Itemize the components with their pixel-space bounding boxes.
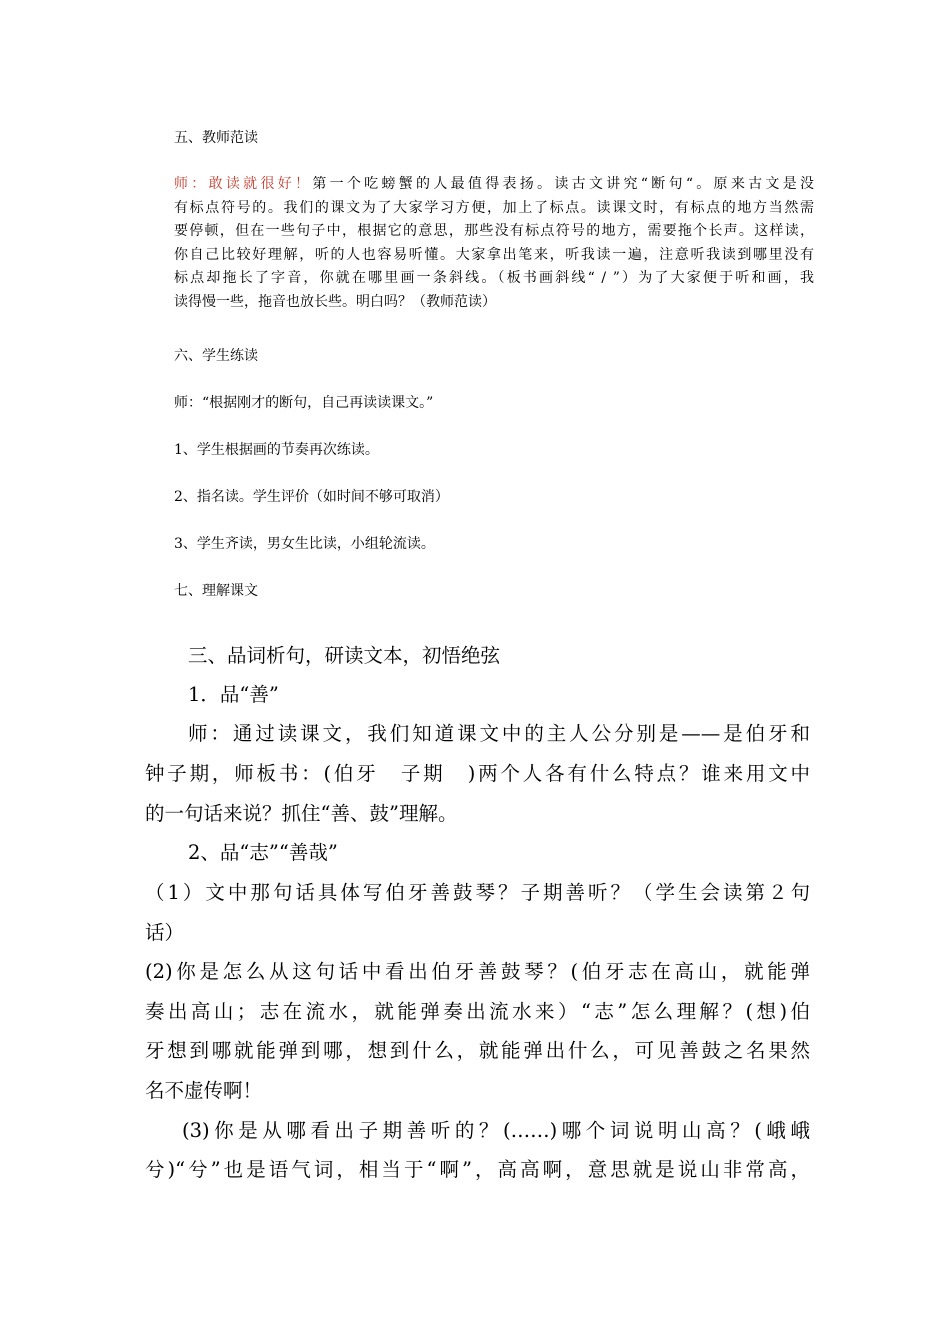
question-3-line: 兮)“兮”也是语气词，相当于“啊”，高高啊，意思就是说山非常高， [145,1158,810,1181]
teacher-praise-highlight: 师：敢读就很好！ [174,176,313,192]
question-2-line: 名不虚传啊！ [145,1079,263,1102]
paragraph-line: 的一句话来说？抓住“善、鼓”理解。 [145,802,458,825]
question-2-line: 奏出高山；志在流水，就能弹奏出流水来）“志”怎么理解？(想)伯 [145,1000,810,1023]
list-item: 3、学生齐读，男女生比读，小组轮流读。 [174,536,435,552]
subheading-2: 2、品“志”“善哉” [188,841,338,864]
list-item: 2、指名读。学生评价（如时间不够可取消） [174,489,449,505]
paragraph-line: 师：通过读课文，我们知道课文中的主人公分别是——是伯牙和 [188,722,810,745]
question-2-line: (2)你是怎么从这句话中看出伯牙善鼓琴？(伯牙志在高山，就能弹 [145,960,810,983]
question-3-line: (3)你是从哪看出子期善听的？(……)哪个词说明山高？(峨峨 [182,1119,810,1142]
teacher-quote: 师：“根据刚才的断句，自己再读读课文。” [174,395,434,411]
paragraph-line: 读得慢一些，拖音也放长些。明白吗？（教师范读） [174,293,496,310]
subheading-1: 1．品“善” [188,683,279,706]
paragraph-line: 你自己比较好理解，听的人也容易听懂。大家拿出笔来，听我读一遍，注意听我读到哪里没有 [174,246,814,263]
section-7-heading: 七、理解课文 [174,583,258,599]
paragraph-line: 有标点符号的。我们的课文为了大家学习方便，加上了标点。读课文时，有标点的地方当然需 [174,199,814,216]
question-1-line: 话） [145,921,185,944]
section-6-heading: 六、学生练读 [174,348,258,364]
section-5-paragraph [174,173,814,315]
part-3-heading: 三、品词析句，研读文本，初悟绝弦 [188,644,501,667]
list-item: 1、学生根据画的节奏再次练读。 [174,442,379,458]
section-5-heading: 五、教师范读 [174,130,258,146]
paragraph-line: 要停顿，但在一些句子中，根据它的意思，那些没有标点符号的地方，需要拖个长声。这样读， [174,223,814,240]
paragraph-line: 钟子期，师板书：(伯牙 子期 )两个人各有什么特点？谁来用文中 [145,762,810,785]
paragraph-line: 师：敢读就很好！第一个吃螃蟹的人最值得表扬。读古文讲究“断句“。原来古文是没 [174,176,814,192]
question-2-line: 牙想到哪就能弹到哪，想到什么，就能弹出什么，可见善鼓之名果然 [145,1039,810,1062]
paragraph-line: 标点却拖长了字音，你就在哪里画一条斜线。（板书画斜线“ / ”）为了大家便于听和画，我 [174,270,814,287]
question-1-line: （1）文中那句话具体写伯牙善鼓琴？子期善听？（学生会读第２句 [145,881,810,904]
